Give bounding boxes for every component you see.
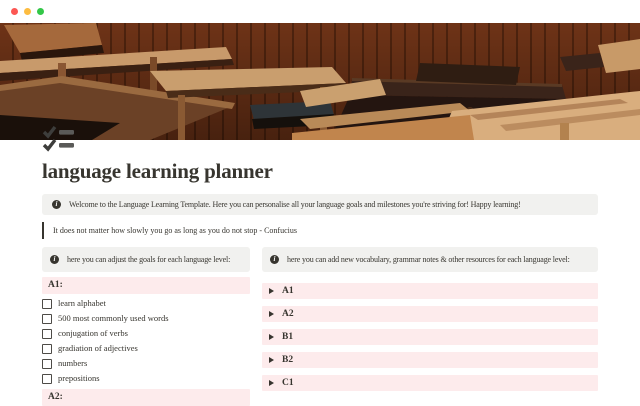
todo-item[interactable] <box>42 298 250 309</box>
checkbox-icon[interactable] <box>42 374 52 384</box>
level-toggle-label: A2 <box>282 309 294 319</box>
page-title[interactable]: language learning planner <box>42 159 273 183</box>
level-toggle-label: C1 <box>282 378 294 388</box>
checkbox-icon[interactable] <box>42 329 52 339</box>
info-icon: i <box>50 255 59 264</box>
level-toggle[interactable] <box>262 375 598 391</box>
checkbox-icon[interactable] <box>42 359 52 369</box>
window-zoom-button[interactable] <box>37 8 44 15</box>
resources-column <box>262 247 598 406</box>
level-section-header[interactable]: A1: <box>42 277 250 294</box>
level-toggle-label: A1 <box>282 286 294 296</box>
goals-callout[interactable] <box>42 247 250 272</box>
todo-item-label: gradiation of adjectives <box>58 343 138 353</box>
window-minimize-button[interactable] <box>24 8 31 15</box>
level-toggle[interactable] <box>262 283 598 299</box>
goals-checklist <box>42 277 250 406</box>
todo-item-label: numbers <box>58 358 88 368</box>
window-titlebar <box>0 0 640 23</box>
todo-item-label: prepositions <box>58 373 100 383</box>
todo-item[interactable] <box>42 313 250 324</box>
goals-column <box>42 247 250 406</box>
level-section-header[interactable]: A2: <box>42 389 250 406</box>
checkbox-icon[interactable] <box>42 344 52 354</box>
checkbox-icon[interactable] <box>42 299 52 309</box>
welcome-callout[interactable] <box>42 194 598 215</box>
quote-block[interactable] <box>42 222 598 239</box>
level-toggle[interactable] <box>262 329 598 345</box>
checkbox-icon[interactable] <box>42 314 52 324</box>
level-toggle[interactable] <box>262 352 598 368</box>
toggle-arrow-icon[interactable] <box>269 357 274 363</box>
todo-item[interactable] <box>42 358 250 369</box>
window-close-button[interactable] <box>11 8 18 15</box>
todo-item-label: learn alphabet <box>58 298 106 308</box>
resources-callout-text: here you can add new vocabulary, grammar notes & other resources for each language level: <box>287 255 570 264</box>
info-icon: i <box>270 255 279 264</box>
todo-item[interactable] <box>42 373 250 384</box>
toggle-arrow-icon[interactable] <box>269 334 274 340</box>
page-body <box>0 126 640 406</box>
goals-callout-text: here you can adjust the goals for each language level: <box>67 255 231 264</box>
todo-item-label: conjugation of verbs <box>58 328 128 338</box>
toggle-arrow-icon[interactable] <box>269 380 274 386</box>
todo-item[interactable] <box>42 328 250 339</box>
level-toggle[interactable] <box>262 306 598 322</box>
level-toggle-list <box>262 283 598 391</box>
level-toggle-label: B1 <box>282 332 294 342</box>
cover-image[interactable] <box>0 23 640 140</box>
quote-text: It does not matter how slowly you go as long as you do not stop - Confucius <box>53 226 297 235</box>
todo-item[interactable] <box>42 343 250 354</box>
todo-item-label: 500 most commonly used words <box>58 313 169 323</box>
toggle-arrow-icon[interactable] <box>269 288 274 294</box>
resources-callout[interactable] <box>262 247 598 272</box>
info-icon: i <box>52 200 61 209</box>
toggle-arrow-icon[interactable] <box>269 311 274 317</box>
two-column-layout <box>42 247 598 406</box>
welcome-callout-text: Welcome to the Language Learning Template. Here you can personalise all your language goals and milestones you're striving for! Happy learning! <box>69 200 521 209</box>
level-toggle-label: B2 <box>282 355 294 365</box>
page-icon checklist-icon[interactable] <box>42 126 78 152</box>
